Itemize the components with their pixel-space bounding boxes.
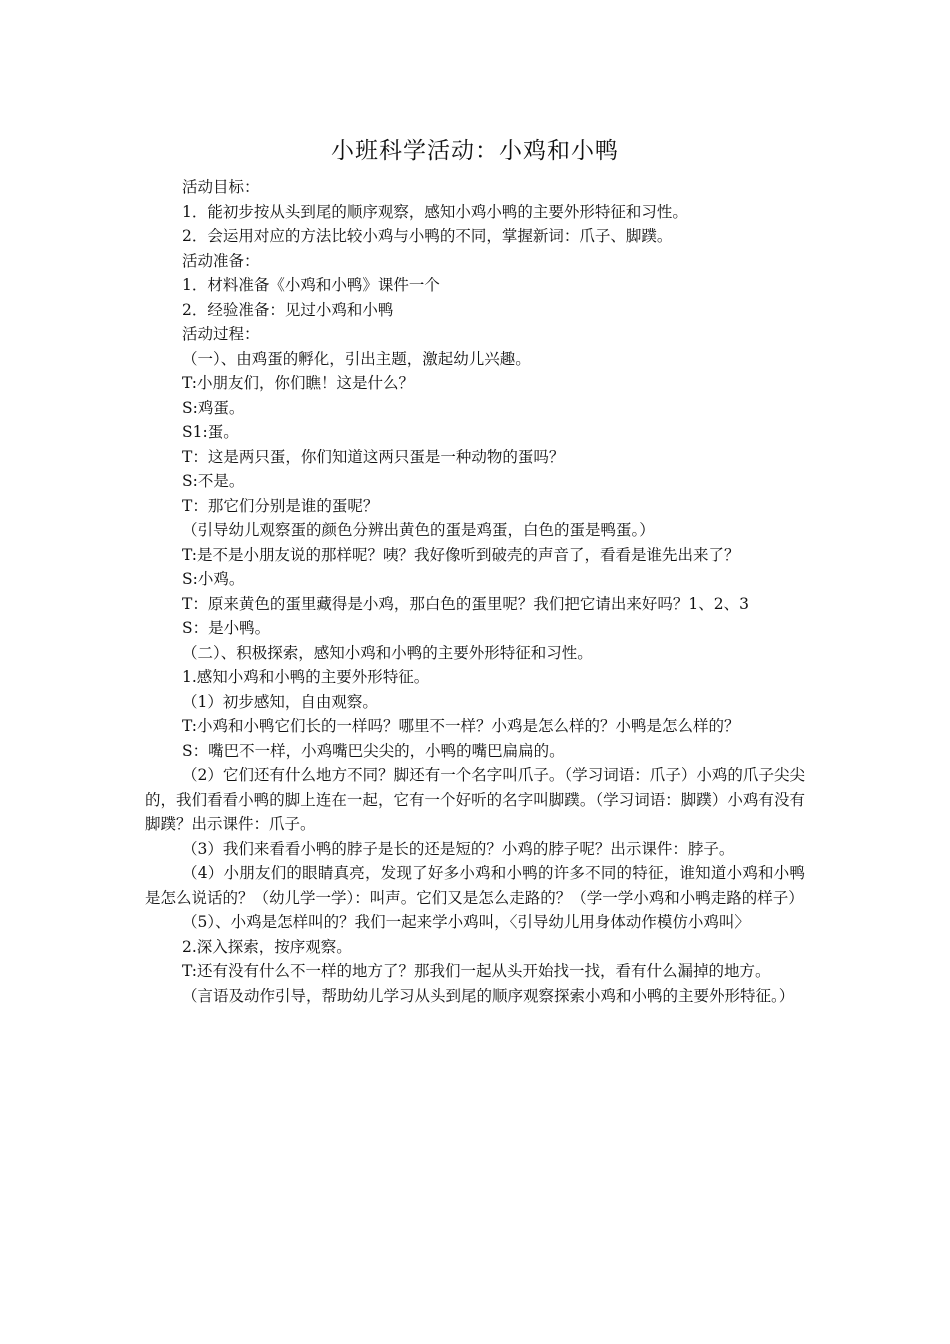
paragraph: （言语及动作引导，帮助幼儿学习从头到尾的顺序观察探索小鸡和小鸭的主要外形特征。） [182,986,795,1005]
paragraph: T：那它们分别是谁的蛋呢？ [182,496,379,515]
paragraph: 2．会运用对应的方法比较小鸡与小鸭的不同，掌握新词：爪子、脚蹼。 [182,227,673,245]
paragraph: 2．经验准备：见过小鸡和小鸭 [182,300,394,319]
paragraph: （1）初步感知，自由观察。 [182,692,378,711]
paragraph: T:小朋友们，你们瞧！这是什么？ [182,374,415,392]
paragraph: （4）小朋友们的眼睛真亮，发现了好多小鸡和小鸭的许多不同的特征，谁知道小鸡和小鸭是怎么说话的？（幼儿学一学）：叫声。它们又是怎么走路的？（学一学小鸡和小鸭走路的样子） [145,864,805,907]
paragraph: （引导幼儿观察蛋的颜色分辨出黄色的蛋是鸡蛋，白色的蛋是鸭蛋。） [182,521,655,539]
paragraph: （5）、小鸡是怎样叫的？我们一起来学小鸡叫，〈引导幼儿用身体动作模仿小鸡叫〉 [182,913,750,931]
paragraph: S：是小鸭。 [182,619,271,637]
paragraph: 1．材料准备《小鸡和小鸭》课件一个 [182,276,440,294]
paragraph: T:小鸡和小鸭它们长的一样吗？哪里不一样？小鸡是怎么样的？小鸭是怎么样的？ [182,717,740,735]
paragraph: （2）它们还有什么地方不同？脚还有一个名字叫爪子。（学习词语：爪子）小鸡的爪子尖尖的，我们看看小鸭的脚上连在一起，它有一个好听的名字叫脚蹼。（学习词语：脚蹼）小鸡有没有脚蹼？出示课件：爪子。 [145,766,805,833]
paragraph: 活动过程： [182,325,260,343]
paragraph: 活动目标： [182,178,260,196]
paragraph: 1.感知小鸡和小鸭的主要外形特征。 [182,668,430,686]
paragraph: S:不是。 [182,472,245,490]
paragraph: T:还有没有什么不一样的地方了？那我们一起从头开始找一找，看有什么漏掉的地方。 [182,962,771,980]
paragraph: S1:蛋。 [182,423,239,441]
paragraph: （3）我们来看看小鸭的脖子是长的还是短的？小鸡的脖子呢？出示课件：脖子。 [182,839,735,858]
paragraph: 活动准备： [182,251,260,270]
paragraph: 2.深入探索，按序观察。 [182,937,352,956]
paragraph: T：这是两只蛋，你们知道这两只蛋是一种动物的蛋吗？ [182,447,565,466]
paragraph: S:小鸡。 [182,570,245,588]
paragraph: （二）、积极探索，感知小鸡和小鸭的主要外形特征和习性。 [182,643,593,662]
paragraph: T:是不是小朋友说的那样呢？咦？我好像听到破壳的声音了，看看是谁先出来了？ [182,545,740,564]
paragraph: S：嘴巴不一样，小鸡嘴巴尖尖的，小鸭的嘴巴扁扁的。 [182,741,565,760]
document-title: 小班科学活动：小鸡和小鸭 [331,138,619,164]
paragraph: （一）、由鸡蛋的孵化，引出主题，激起幼儿兴趣。 [182,349,531,368]
paragraph: 1．能初步按从头到尾的顺序观察，感知小鸡小鸭的主要外形特征和习性。 [182,202,688,221]
paragraph: S:鸡蛋。 [182,398,245,417]
paragraph: T：原来黄色的蛋里藏得是小鸡，那白色的蛋里呢？我们把它请出来好吗？1、2、3 [182,594,749,613]
document-body [145,175,805,1008]
